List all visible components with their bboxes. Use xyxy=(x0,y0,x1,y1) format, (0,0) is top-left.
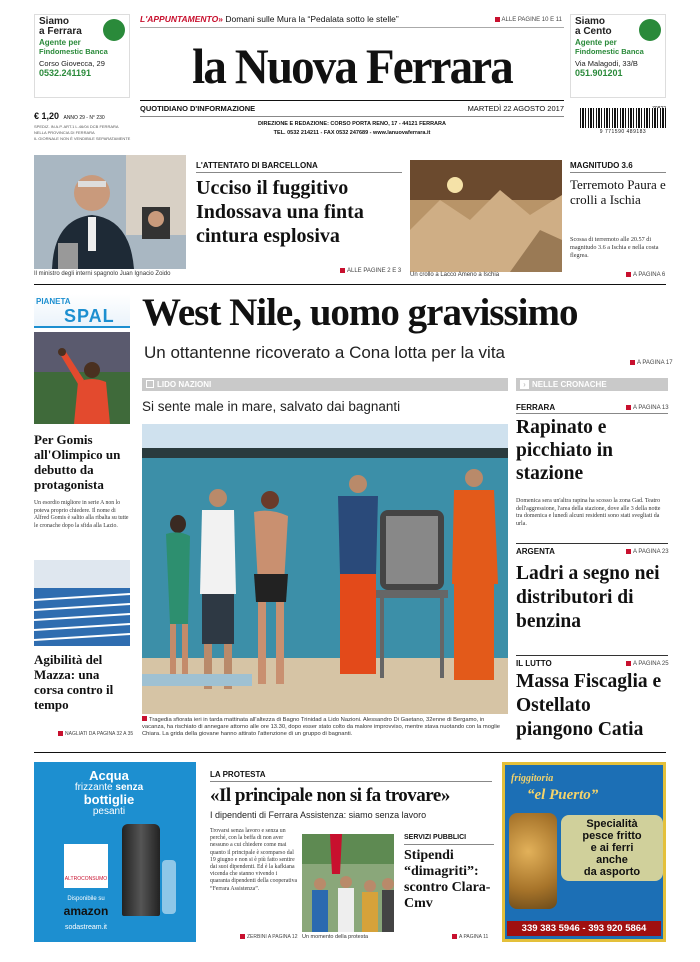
address-line: DIREZIONE E REDAZIONE: CORSO PORTA RENO, 17 - 44121 FERRARA xyxy=(258,121,446,127)
spal-page: NAGLIATI DA PAGINA 32 A 35 xyxy=(58,731,133,737)
ischia-photo[interactable] xyxy=(410,160,562,272)
subtitle: QUOTIDIANO D'INFORMAZIONE xyxy=(140,104,256,113)
ischia-caption: Un crollo a Lacco Ameno a Ischia xyxy=(410,272,500,278)
spal-banner[interactable] xyxy=(34,294,130,328)
lido-caption xyxy=(142,716,508,739)
protesta-page: ZERBINI A PAGINA 12 xyxy=(240,934,297,940)
green-logo-icon xyxy=(639,19,661,41)
ad-url: sodastream.it xyxy=(64,924,108,931)
issue-date: MARTEDÌ 22 AGOSTO 2017 xyxy=(467,104,564,113)
puerto-phones: 339 383 5946 - 393 920 5864 xyxy=(507,921,661,936)
barcode-bars-icon xyxy=(580,108,666,128)
promo-text: Domani sulle Mura la “Pedalata sotto le stelle” xyxy=(225,14,399,24)
price: € 1,20 xyxy=(34,111,60,121)
ad-line2: frizzante xyxy=(74,782,113,793)
issue-number: ANNO 29 - N° 230 xyxy=(63,115,105,121)
lido-headline[interactable]: Si sente male in mare, salvato dai bagnanti xyxy=(142,399,401,414)
main-subhead: Un ottantenne ricoverato a Cona lotta per la vita xyxy=(144,343,505,362)
spal-label: SPAL xyxy=(64,306,115,326)
right-ear-brand: Findomestic Banca xyxy=(575,47,644,56)
puerto-name1: friggitoria xyxy=(511,773,554,784)
altroconsumo-badge xyxy=(64,844,108,888)
ad-avail: Disponibile su xyxy=(67,896,105,902)
left-ear-brand: Findomestic Banca xyxy=(39,47,108,56)
cronache-bar xyxy=(516,378,668,391)
barcode xyxy=(580,106,666,136)
mazza-stadium-photo[interactable] xyxy=(34,560,130,646)
ischia-body: Scossa di terremoto alle 20.57 di magnitudo 3.6 a Ischia e nella costa flegrea. xyxy=(570,236,659,259)
barcelona-kicker: L'ATTENTATO DI BARCELLONA xyxy=(196,161,318,170)
fish-platter-icon xyxy=(509,813,557,909)
right-ear-address: Via Malagodi, 33/B xyxy=(575,59,638,68)
gomis-body: Un esordio migliore in serie A non lo poteva proprio chiedere. Il nome di Alfred Gomis è salito alla ribalta su tutte le cronache dopo la sfida alla Lazio. xyxy=(34,500,129,529)
cronache-2-headline[interactable]: Ladri a segno nei distributori di benzina xyxy=(516,563,660,632)
ad-line4: bottiglie xyxy=(83,792,135,807)
puerto-spec5: da asporto xyxy=(583,866,641,878)
gomis-headline[interactable]: Per Gomis all'Olimpico un debutto da protagonista xyxy=(34,432,121,492)
stadium-seats-icon xyxy=(34,560,130,646)
left-ear-line1: Siamo xyxy=(39,16,70,27)
lido-kicker: LIDO NAZIONI xyxy=(157,380,212,389)
left-ear[interactable] xyxy=(34,14,130,98)
protest-caption: Un momento della protesta xyxy=(302,934,369,940)
servizi-kicker: SERVIZI PUBBLICI xyxy=(404,834,467,841)
promo-page: ALLE PAGINE 10 E 11 xyxy=(495,17,562,23)
ischia-kicker: MAGNITUDO 3.6 xyxy=(570,161,633,170)
cronache-1-headline[interactable]: Rapinato e picchiato in stazione xyxy=(516,417,613,484)
protest-crowd-icon xyxy=(302,834,394,932)
barcode-digits: 9 771590 489183 xyxy=(599,129,647,135)
ad-line1: Acqua xyxy=(89,768,129,783)
caption-marker-icon xyxy=(142,716,147,721)
barcelona-page: ALLE PAGINE 2 E 3 xyxy=(340,268,401,274)
promo-bar[interactable] xyxy=(140,14,564,28)
left-ear-address: Corso Giovecca, 29 xyxy=(39,59,105,68)
protesta-headline[interactable]: «Il principale non si fa trovare» xyxy=(210,785,450,806)
cronache-1-body: Domenica sera un'altra rapina ha scosso la zona Gad. Teatro dell'aggressione, l'area della stazione, dove alle 3 della notte tra domenica e lunedì alcuni residenti sono stati svegliati da urla. xyxy=(516,498,661,527)
mazza-headline[interactable]: Agibilità del Mazza: una corsa contro il tempo xyxy=(34,652,114,712)
puerto-spec1: Specialità xyxy=(586,818,638,830)
bottle-icon xyxy=(162,860,176,914)
fine-print-3: IL GIORNALE NON È VENDIBILE SEPARATAMENTE xyxy=(34,136,131,141)
main-page: A PAGINA 17 xyxy=(630,360,673,366)
amazon-logo: amazon xyxy=(63,904,109,918)
right-ear-phone: 051.901201 xyxy=(575,68,623,78)
cronache-1-page: A PAGINA 13 xyxy=(626,405,669,411)
cronache-3-headline[interactable]: Massa Fiscaglia e Ostellato piangono Catia xyxy=(516,671,662,740)
fine-print-2: NELLA PROVINCIA DI FERRARA xyxy=(34,130,95,135)
left-ear-line2: a Ferrara xyxy=(39,26,82,37)
cronache-1-kicker: FERRARA xyxy=(516,403,556,412)
left-ear-phone: 0532.241191 xyxy=(39,68,92,78)
main-headline[interactable]: West Nile, uomo gravissimo xyxy=(142,291,578,334)
cronache-label: NELLE CRONACHE xyxy=(532,380,607,389)
lido-caption-text: Tragedia sfiorata ieri in tarda mattinata all'altezza di Bagno Trinidad a Lido Nazioni. Alessandro Di Gaetano, 32enne di Bergamo, in vacanza, ha rischiato di annegare attorno alle ore 13.30, dopo esser stato colto da malore improvviso, mentre stava nuotando con la moglie Chiara. La grida della giovane hanno attirato l'attenzione di un gruppo di bagnanti. xyxy=(142,717,501,738)
badge-label: ALTROCONSUMO xyxy=(64,876,108,882)
right-ear-line2: a Cento xyxy=(575,26,612,37)
protesta-subhead: I dipendenti di Ferrara Assistenza: siamo senza lavoro xyxy=(210,810,427,820)
goalkeeper-icon xyxy=(34,332,130,424)
cronache-3-page: A PAGINA 25 xyxy=(626,661,669,667)
ad-line3: senza xyxy=(115,782,144,793)
cronache-2-page: A PAGINA 23 xyxy=(626,549,669,555)
cronache-3-kicker: IL LUTTO xyxy=(516,659,552,668)
zoido-caption: Il ministro degli interni spagnolo Juan Ignacio Zoido xyxy=(34,271,171,277)
barcelona-headline[interactable]: Ucciso il fuggitivo Indossava una finta cintura esplosiva xyxy=(196,177,364,247)
pianeta-label: PIANETA xyxy=(36,297,71,306)
puerto-spec2: pesce fritto xyxy=(582,830,642,842)
fine-print-1: SPEDIZ. IN A.P. ART.1 L.46/04 DCB FERRARA xyxy=(34,124,119,129)
ischia-headline[interactable]: Terremoto Paura e crolli a Ischia xyxy=(570,177,666,207)
lido-kicker-icon xyxy=(146,380,154,388)
el-puerto-ad[interactable] xyxy=(502,762,666,942)
right-ear-line1: Siamo xyxy=(575,16,606,27)
promo-label: L'APPUNTAMENTO xyxy=(140,14,219,24)
servizi-headline[interactable]: Stipendi “dimagriti”: scontro Clara-Cmv xyxy=(404,848,491,911)
left-ear-line3: Agente per xyxy=(39,38,81,47)
puerto-spec4: anche xyxy=(596,854,628,866)
lido-kicker-bar xyxy=(142,378,508,391)
ischia-page: A PAGINA 6 xyxy=(626,272,665,278)
newspaper-title: la Nuova Ferrara xyxy=(192,38,512,94)
protest-photo[interactable] xyxy=(302,834,394,932)
beach-rescue-photo[interactable] xyxy=(142,424,508,714)
puerto-spec3: e ai ferri xyxy=(590,842,634,854)
sodastream-ad[interactable] xyxy=(34,762,196,942)
green-logo-icon xyxy=(103,19,125,41)
beach-rescue-scene-icon xyxy=(142,424,508,714)
right-ear[interactable] xyxy=(570,14,666,98)
promo-arrows: » xyxy=(218,14,223,24)
gomis-photo[interactable] xyxy=(34,332,130,424)
protesta-body: Trovarsi senza lavoro e senza un perché, con la beffa di non aver nessuno a cui chiedere come mai quanto il principale è scomparso dal 19 giugno e non si è più fatto sentire dai suoi dipendenti. Ed è la kafkiana vicenda che stanno vivendo i quaranta dipendenti della cooperativa “Ferrara Assistenza”. xyxy=(210,828,298,892)
contacts-line: TEL. 0532 214211 - FAX 0532 247689 - www.lanuovaferrara.it xyxy=(273,130,431,136)
soda-machine-icon xyxy=(122,824,160,916)
servizi-page: A PAGINA 11 xyxy=(452,934,488,940)
puerto-name2: “el Puerto” xyxy=(527,787,599,803)
zoido-photo[interactable] xyxy=(34,155,186,269)
protesta-kicker: LA PROTESTA xyxy=(210,770,266,779)
minister-portrait-icon xyxy=(34,155,186,269)
cronache-arrow-icon: › xyxy=(520,380,529,389)
cronache-2-kicker: ARGENTA xyxy=(516,547,555,556)
price-block xyxy=(34,106,134,142)
ad-line5: pesanti xyxy=(92,806,126,817)
rubble-icon xyxy=(410,160,562,272)
right-ear-line3: Agente per xyxy=(575,38,617,47)
